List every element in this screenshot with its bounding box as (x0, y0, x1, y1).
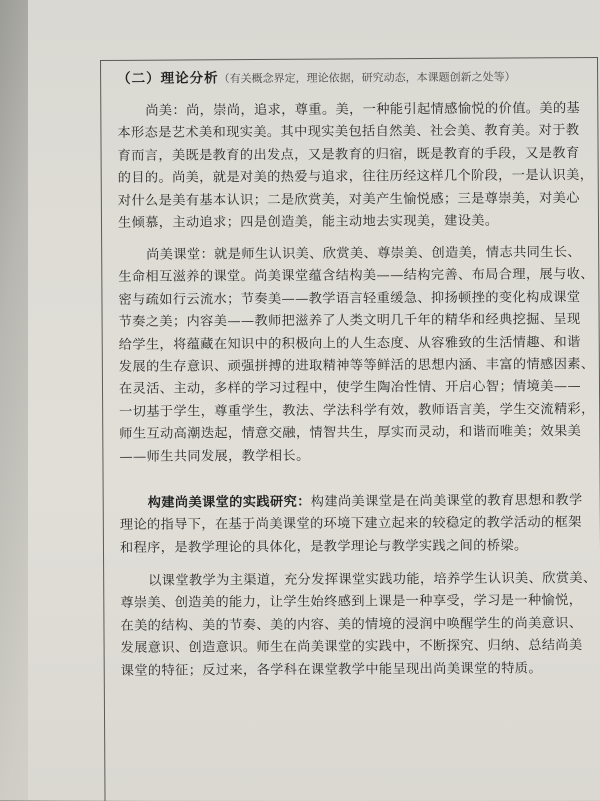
text-line: 发展的生存意识、顽强拼搏的进取精神等等鲜活的思想内涵、丰富的情感因素、 (118, 357, 595, 375)
paragraph-shangmei-ketang (118, 242, 595, 469)
text-line: 给学生，将蕴藏在知识中的积极向上的人生态度、从容雅致的生活情趣、和谐 (118, 334, 581, 353)
text-line: 对什么是美有基本认识；二是欣赏美，对美产生愉悦感；三是尊崇美，对美心 (117, 190, 580, 209)
text-line: 本形态是艺术美和现实美。其中现实美包括自然美、社会美、教育美。对于教 (117, 123, 580, 142)
text-line: 育而言，美既是教育的出发点，又是教育的归宿，既是教育的手段，又是教育 (117, 145, 580, 164)
text-line: 的目的。尚美，就是对美的热爱与追求，往往历经这样几个阶段，一是认识美， (117, 168, 594, 187)
form-frame (100, 57, 600, 801)
section-heading (117, 64, 516, 86)
text-line: 生倾慕，主动追求；四是创造美，能主动地去实现美，建设美。 (117, 213, 499, 231)
text-line: 理论的指导下，在基于尚美课堂的环境下建立起来的较稳定的教学活动的框架 (119, 515, 582, 534)
section-title: （二）理论分析 (117, 70, 219, 87)
paragraph-shangmei (117, 98, 594, 235)
text-line: 节奏之美；内容美——教师把滋养了人类文明几千年的精华和经典挖掘、呈现 (118, 312, 581, 331)
text-line: 以课堂教学为主渠道，充分发挥课堂实践功能，培养学生认识美、欣赏美、 (148, 570, 597, 589)
paragraph-classroom-teaching (120, 568, 597, 683)
text-line: 在美的结构、美的节奏、美的内容、美的情境的浸润中唤醒学生的尚美意识、 (120, 615, 583, 634)
text-line (120, 490, 590, 515)
paragraph-practice-research (120, 490, 590, 560)
text-line: 尚美课堂：就是师生认识美、欣赏美、尊崇美、创造美，情志共同生长、 (146, 245, 582, 263)
text-line: 一切基于学生，尊重学生，教法、学法科学有效，教师语言美，学生交流精彩， (119, 401, 595, 420)
text-line: 在灵活、主动，多样的学习过程中，使学生陶冶性情、开启心智；情境美—— (118, 379, 582, 398)
text-line: 发展意识、创造意识。师生在尚美课堂的实践中，不断探究、归纳、总结尚美 (120, 638, 583, 657)
text-line: 课堂的特征；反过来，各学科在课堂教学中能呈现出尚美课堂的特质。 (120, 660, 542, 679)
text-line-rest: 构建尚美课堂是在尚美课堂的教育思想和教学 (310, 493, 583, 510)
text-line: 师生互动高潮迭起，情意交融，情智共生，厚实而灵动，和谐而唯美；效果美 (119, 424, 582, 443)
text-line: 密与疏如行云流水；节奏美——教学语言轻重缓急、抑扬顿挫的变化构成课堂 (118, 289, 581, 308)
practice-research-lead: 构建尚美课堂的实践研究： (147, 494, 311, 511)
text-line: ——师生共同发展，教学相长。 (119, 448, 310, 465)
text-line: 和程序，是教学理论的具体化，是教学理论与教学实践之间的桥梁。 (119, 538, 528, 556)
document-page (28, 0, 600, 800)
text-line: 尚美：尚，崇尚，追求，尊重。美，一种能引起情感愉悦的价值。美的基 (145, 101, 581, 119)
section-note: （有关概念界定，理论依据，研究动态，本课题创新之处等） (218, 70, 516, 86)
text-line: 生命相互滋养的课堂。尚美课堂蕴含结构美——结构完善、布局合理，展与收、 (118, 267, 594, 286)
text-line: 尊崇美、创造美的能力，让学生始终感到上课是一种享受，学习是一种愉悦， (120, 593, 583, 612)
